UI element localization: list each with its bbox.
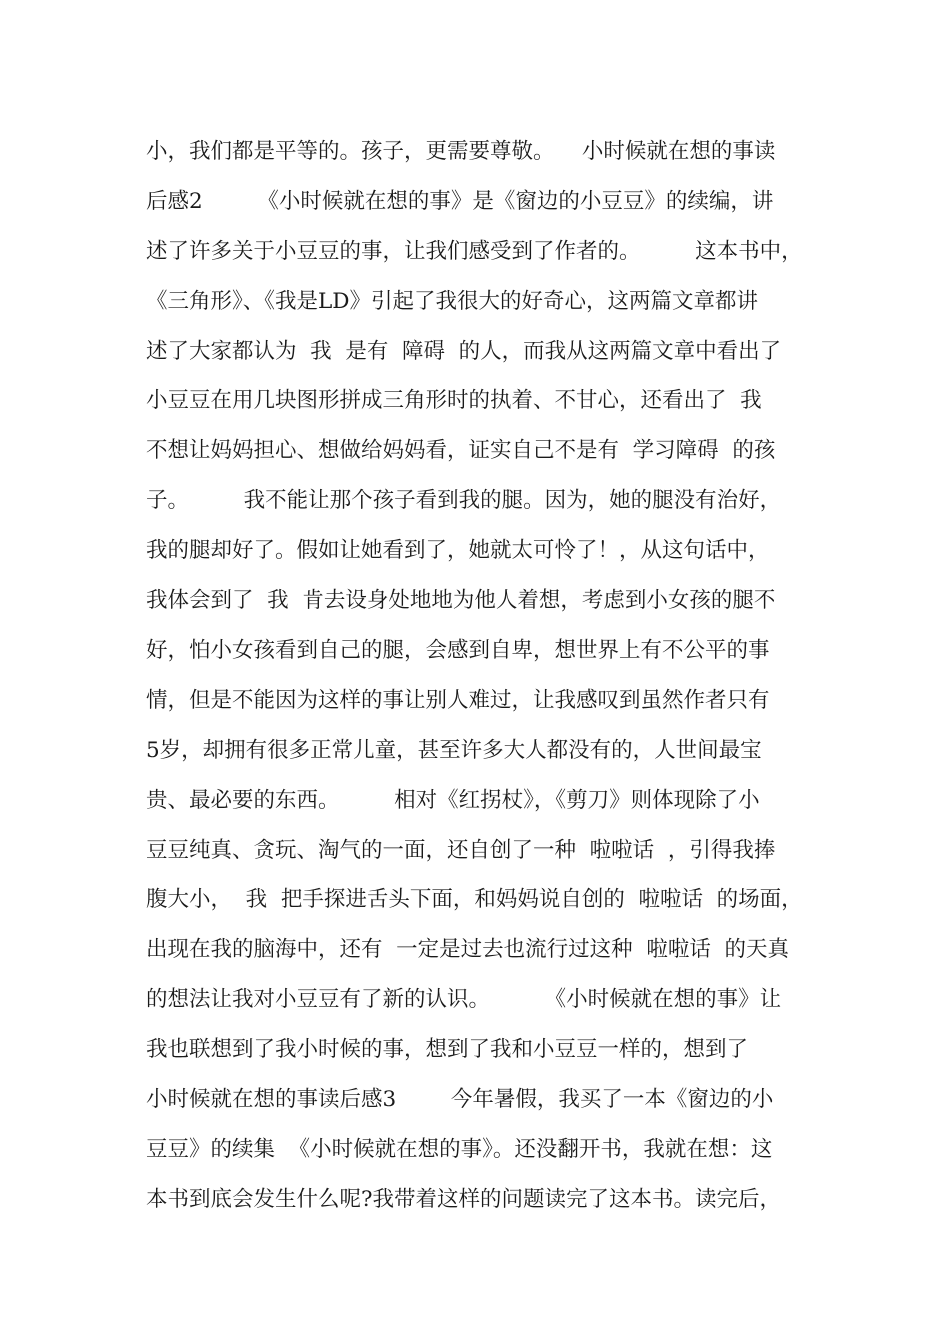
- text-line: 贵、最必要的东西。 相对《红拐杖》，《剪刀》则体现除了小: [146, 788, 760, 813]
- text-line: 《三角形》、《我是LD》引起了我很大的好奇心，这两篇文章都讲: [146, 289, 759, 314]
- text-line: 我体会到了 我 肯去设身处地地为他人着想，考虑到小女孩的腿不: [146, 588, 776, 613]
- text-line: 小豆豆在用几块图形拼成三角形时的执着、不甘心，还看出了 我: [146, 388, 762, 413]
- text-line: 的想法让我对小豆豆有了新的认识。 《小时候就在想的事》让: [146, 987, 782, 1012]
- text-line: 不想让妈妈担心、想做给妈妈看，证实自己不是有 学习障碍 的孩: [146, 438, 776, 463]
- text-line: 出现在我的脑海中，还有 一定是过去也流行过这种 啦啦话 的天真: [146, 937, 790, 962]
- text-line: 豆豆纯真、贪玩、淘气的一面，还自创了一种 啦啦话 ，引得我捧: [146, 838, 776, 863]
- text-line: 5岁，却拥有很多正常儿童，甚至许多大人都没有的，人世间最宝: [146, 738, 762, 763]
- text-line: 我的腿却好了。假如让她看到了，她就太可怜了！，从这句话中，: [146, 538, 770, 563]
- text-line: 本书到底会发生什么呢?我带着这样的问题读完了这本书。读完后，: [146, 1187, 782, 1212]
- text-line: 后感2 《小时候就在想的事》是《窗边的小豆豆》的续编，讲: [146, 189, 774, 214]
- text-line: 我也联想到了我小时候的事，想到了我和小豆豆一样的，想到了: [146, 1037, 749, 1062]
- text-line: 小时候就在想的事读后感3 今年暑假，我买了一本《窗边的小: [146, 1087, 774, 1112]
- text-line: 好，怕小女孩看到自己的腿，会感到自卑，想世界上有不公平的事: [146, 638, 770, 663]
- text-line: 豆豆》的续集 《小时候就在想的事》。还没翻开书，我就在想：这: [146, 1137, 773, 1162]
- text-line: 述了大家都认为 我 是有 障碍 的人，而我从这两篇文章中看出了: [146, 339, 782, 364]
- text-line: 述了许多关于小豆豆的事，让我们感受到了作者的。 这本书中，: [146, 239, 803, 264]
- text-line: 腹大小， 我 把手探进舌头下面，和妈妈说自创的 啦啦话 的场面，: [146, 887, 803, 912]
- text-line: 情，但是不能因为这样的事让别人难过，让我感叹到虽然作者只有: [146, 688, 770, 713]
- text-line: 小，我们都是平等的。孩子，更需要尊敬。 小时候就在想的事读: [146, 139, 776, 164]
- text-line: 子。 我不能让那个孩子看到我的腿。因为，她的腿没有治好，: [146, 488, 782, 513]
